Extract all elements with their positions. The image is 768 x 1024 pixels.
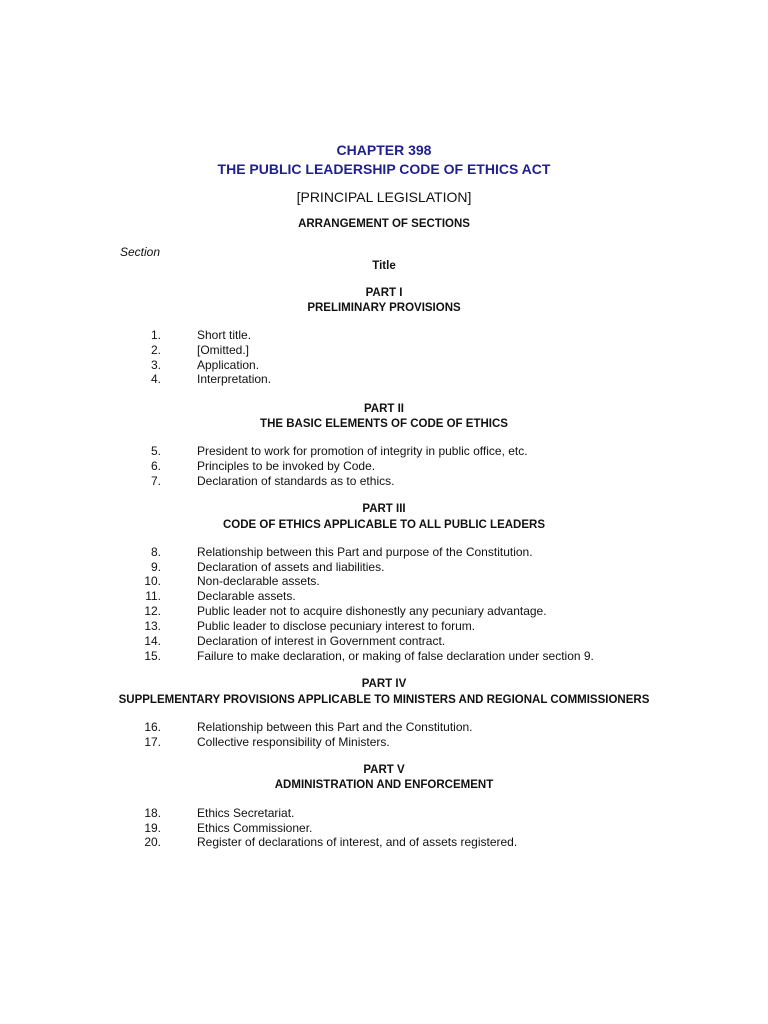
section-number: 13.	[144, 619, 161, 633]
section-number: 7.	[150, 474, 161, 488]
section-title: Relationship between this Part and purpose of the Constitution.	[197, 545, 533, 559]
section-number: 3.	[150, 358, 161, 372]
section-title: Public leader to disclose pecuniary interest to forum.	[197, 619, 476, 633]
section-title: Non-declarable assets.	[197, 574, 320, 588]
section-number: 15.	[144, 649, 161, 663]
section-number: 4.	[150, 372, 161, 386]
section-number: 20.	[144, 835, 161, 849]
section-number: 19.	[144, 821, 161, 835]
part-3-heading: CODE OF ETHICS APPLICABLE TO ALL PUBLIC LEADERS	[222, 519, 546, 531]
section-title: Public leader not to acquire dishonestly any pecuniary advantage.	[197, 604, 547, 618]
section-number: 5.	[150, 444, 161, 458]
section-title: Relationship between this Part and the Constitution.	[197, 720, 473, 734]
section-number: 1.	[150, 328, 161, 342]
title-column-label: Title	[372, 260, 396, 272]
section-title: Register of declarations of interest, and of assets registered.	[197, 835, 518, 849]
section-title: Short title.	[197, 328, 252, 342]
section-number: 8.	[150, 545, 161, 559]
section-number: 2.	[150, 343, 161, 357]
section-title: Collective responsibility of Ministers.	[197, 735, 390, 749]
section-number: 17.	[144, 735, 161, 749]
arrangement-heading: ARRANGEMENT OF SECTIONS	[298, 218, 470, 230]
section-number: 12.	[144, 604, 161, 618]
part-1-label: PART I	[365, 287, 403, 299]
part-1-heading: PRELIMINARY PROVISIONS	[307, 302, 461, 314]
section-title: Principles to be invoked by Code.	[197, 459, 376, 473]
section-number: 16.	[144, 720, 161, 734]
section-title: Ethics Secretariat.	[197, 806, 295, 820]
part-5-heading: ADMINISTRATION AND ENFORCEMENT	[274, 779, 494, 791]
section-number: 14.	[144, 634, 161, 648]
section-title: [Omitted.]	[197, 343, 250, 357]
section-number: 6.	[150, 459, 161, 473]
principal-legislation: [PRINCIPAL LEGISLATION]	[296, 189, 472, 205]
section-title: Declaration of assets and liabilities.	[197, 560, 385, 574]
part-4-heading: SUPPLEMENTARY PROVISIONS APPLICABLE TO MINISTERS AND REGIONAL COMMISSIONERS	[118, 694, 650, 706]
section-title: Interpretation.	[197, 372, 272, 386]
part-5-label: PART V	[363, 764, 405, 776]
section-number: 11.	[145, 589, 161, 603]
section-title: Ethics Commissioner.	[197, 821, 313, 835]
section-number: 18.	[144, 806, 161, 820]
section-title: Application.	[197, 358, 260, 372]
section-number: 9.	[150, 560, 161, 574]
section-number: 10.	[144, 574, 161, 588]
section-title: President to work for promotion of integrity in public office, etc.	[197, 444, 528, 458]
part-2-heading: THE BASIC ELEMENTS OF CODE OF ETHICS	[260, 418, 508, 430]
part-4-label: PART IV	[361, 678, 407, 690]
part-3-label: PART III	[362, 503, 406, 515]
part-2-label: PART II	[363, 403, 405, 415]
section-title: Failure to make declaration, or making of false declaration under section 9.	[197, 649, 594, 663]
section-title: Declaration of standards as to ethics.	[197, 474, 395, 488]
act-title: THE PUBLIC LEADERSHIP CODE OF ETHICS ACT	[217, 161, 551, 177]
chapter-number: CHAPTER 398	[336, 142, 432, 158]
section-title: Declaration of interest in Government contract.	[197, 634, 446, 648]
section-title: Declarable assets.	[197, 589, 296, 603]
section-column-label: Section	[120, 245, 161, 259]
